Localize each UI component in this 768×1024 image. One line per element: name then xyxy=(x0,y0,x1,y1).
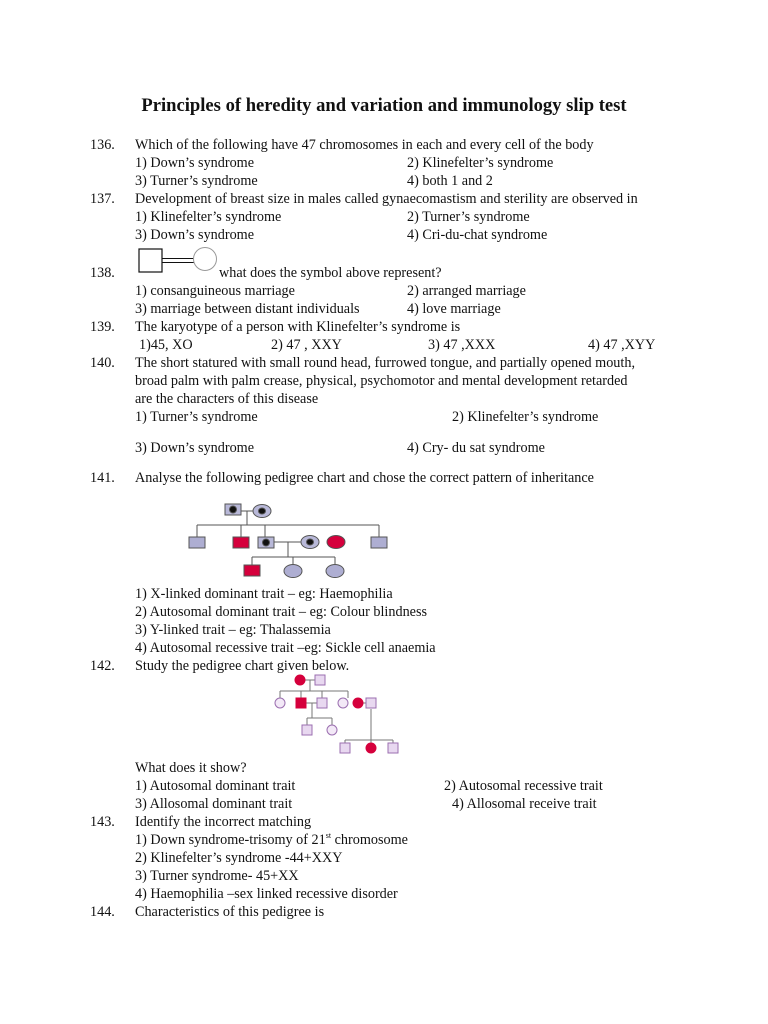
pedigree-unaffected-male xyxy=(317,698,327,708)
page-title: Principles of heredity and variation and immunology slip test xyxy=(141,95,627,116)
option-2: 2) Klinefelter’s syndrome xyxy=(452,409,599,425)
pedigree-unaffected-female xyxy=(327,725,337,735)
pedigree-affected-female xyxy=(353,698,363,708)
option-2: 2) arranged marriage xyxy=(407,283,526,299)
option-3: 3) Y-linked trait – eg: Thalassemia xyxy=(135,622,331,638)
marriage-symbol-figure xyxy=(138,246,220,274)
question-number: 141. xyxy=(90,470,115,486)
question-number: 137. xyxy=(90,191,115,207)
option-3: 3) Turner’s syndrome xyxy=(135,173,258,189)
option-2: 2) Klinefelter’s syndrome -44+XXY xyxy=(135,850,343,866)
pedigree-chart-2 xyxy=(270,673,405,758)
question-text-line1: The short statured with small round head, furrowed tongue, and partially opened mouth, xyxy=(135,355,635,371)
pedigree-unaffected-female xyxy=(275,698,285,708)
option-4: 4) Cry- du sat syndrome xyxy=(407,440,545,456)
option-2: 2) Autosomal recessive trait xyxy=(444,778,603,794)
option-1: 1)45, XO xyxy=(139,337,193,353)
option-1: 1) Turner’s syndrome xyxy=(135,409,258,425)
question-text: Study the pedigree chart given below. xyxy=(135,658,350,674)
option-1: 1) Autosomal dominant trait xyxy=(135,778,296,794)
pedigree-unaffected-male xyxy=(302,725,312,735)
pedigree-carrier-male-dot xyxy=(230,506,237,513)
option-3: 3) Down’s syndrome xyxy=(135,440,255,456)
pedigree-unaffected-male xyxy=(340,743,350,753)
question-text: Analyse the following pedigree chart and chose the correct pattern of inheritance xyxy=(135,470,594,486)
option-4: 4) Allosomal receive trait xyxy=(452,796,597,812)
option-3: 3) Down’s syndrome xyxy=(135,227,255,243)
pedigree-unaffected-female xyxy=(284,565,302,578)
option-4: 4) love marriage xyxy=(407,301,501,317)
pedigree-unaffected-male xyxy=(189,537,205,548)
question-number: 142. xyxy=(90,658,115,674)
option-2: 2) 47 , XXY xyxy=(271,337,342,353)
option-1: 1) Klinefelter’s syndrome xyxy=(135,209,282,225)
option-4: 4) both 1 and 2 xyxy=(407,173,493,189)
option-1-tail: chromosome xyxy=(331,832,408,848)
option-4: 4) 47 ,XYY xyxy=(588,337,656,353)
option-2: 2) Klinefelter’s syndrome xyxy=(407,155,554,171)
option-1: 1) consanguineous marriage xyxy=(135,283,295,299)
question-text: Characteristics of this pedigree is xyxy=(135,904,325,920)
question-text: Identify the incorrect matching xyxy=(135,814,312,830)
option-2: 2) Turner’s syndrome xyxy=(407,209,530,225)
pedigree-unaffected-male xyxy=(315,675,325,685)
question-number: 139. xyxy=(90,319,115,335)
superscript: st xyxy=(325,831,332,840)
question-number: 140. xyxy=(90,355,115,371)
pedigree-affected-female xyxy=(295,675,305,685)
pedigree-unaffected-male xyxy=(388,743,398,753)
pedigree-affected-male xyxy=(296,698,306,708)
pedigree-affected-female xyxy=(327,536,345,549)
option-2: 2) Autosomal dominant trait – eg: Colour blindness xyxy=(135,604,427,620)
option-1: 1) X-linked dominant trait – eg: Haemophilia xyxy=(135,586,393,602)
pedigree-carrier-female-dot xyxy=(307,539,314,545)
option-1: 1) Down’s syndrome xyxy=(135,155,255,171)
pedigree-chart-1 xyxy=(180,500,400,582)
question-number: 136. xyxy=(90,137,115,153)
question-text: Which of the following have 47 chromosomes in each and every cell of the body xyxy=(135,137,594,153)
question-text: The karyotype of a person with Klinefelter’s syndrome is xyxy=(135,319,461,335)
pedigree-unaffected-male xyxy=(366,698,376,708)
pedigree-carrier-female-dot xyxy=(259,508,266,514)
option-3: 3) 47 ,XXX xyxy=(428,337,496,353)
pedigree-unaffected-female xyxy=(326,565,344,578)
question-text: What does it show? xyxy=(135,760,247,776)
question-number: 144. xyxy=(90,904,115,920)
option-3: 3) Turner syndrome- 45+XX xyxy=(135,868,299,884)
option-3: 3) marriage between distant individuals xyxy=(135,301,360,317)
pedigree-affected-male xyxy=(233,537,249,548)
option-4: 4) Haemophilia –sex linked recessive disorder xyxy=(135,886,398,902)
question-text-line3: are the characters of this disease xyxy=(135,391,319,407)
pedigree-affected-male xyxy=(244,565,260,576)
pedigree-carrier-male-dot xyxy=(263,539,270,546)
question-text: Development of breast size in males called gynaecomastism and sterility are observed in xyxy=(135,191,638,207)
pedigree-affected-female xyxy=(366,743,376,753)
question-number: 138. xyxy=(90,265,115,281)
question-number: 143. xyxy=(90,814,115,830)
pedigree-unaffected-female xyxy=(338,698,348,708)
option-4: 4) Cri-du-chat syndrome xyxy=(407,227,548,243)
option-3: 3) Allosomal dominant trait xyxy=(135,796,293,812)
pedigree-unaffected-male xyxy=(371,537,387,548)
option-1 xyxy=(135,831,408,849)
question-text-line2: broad palm with palm crease, physical, psychomotor and mental development retarded xyxy=(135,373,628,389)
option-1-main: 1) Down syndrome-trisomy of 21 xyxy=(135,832,326,848)
option-4: 4) Autosomal recessive trait –eg: Sickle cell anaemia xyxy=(135,640,436,656)
question-text: what does the symbol above represent? xyxy=(219,265,442,281)
